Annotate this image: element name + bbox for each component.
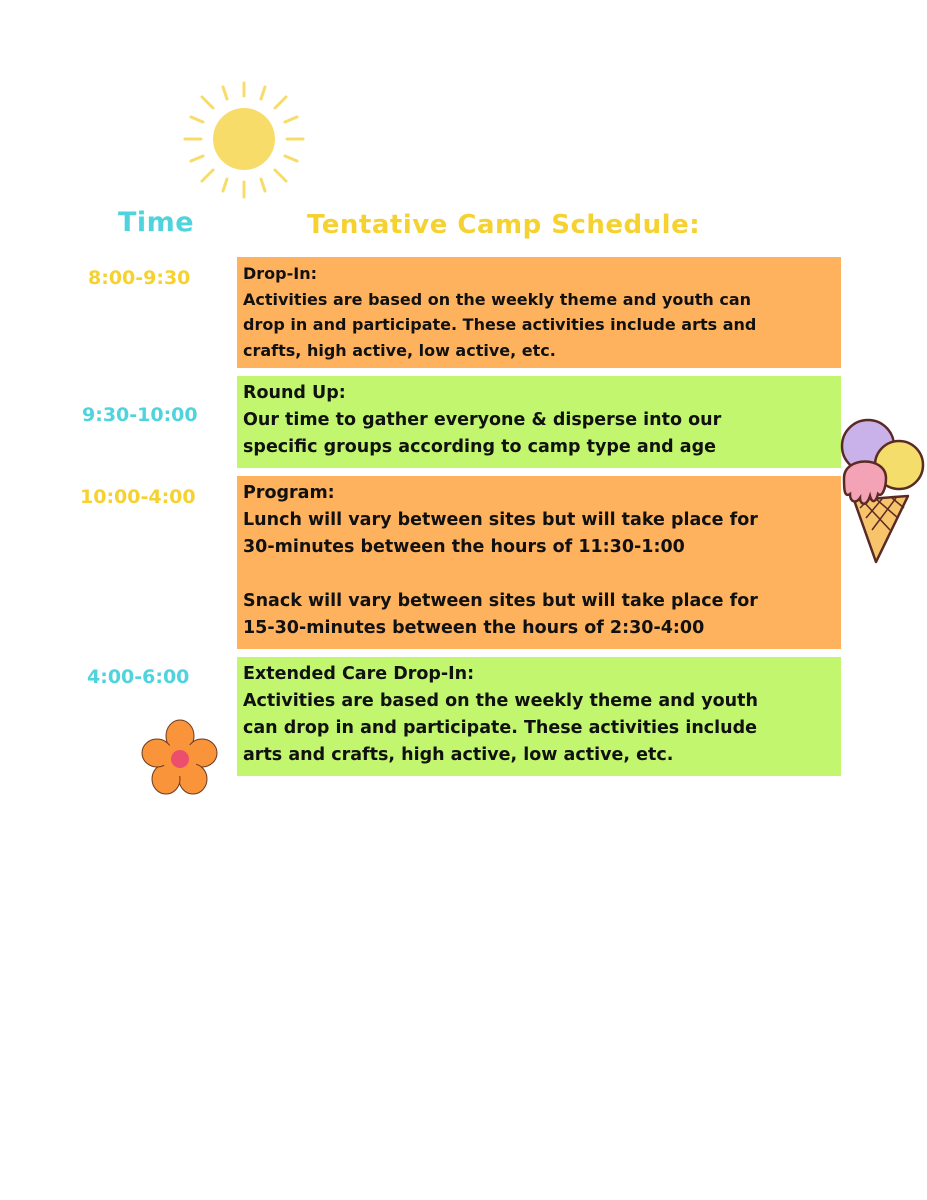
schedule-block-drop-in [237,257,841,368]
time-label-extended-care: 4:00-6:00 [87,666,190,688]
block-title: Drop-In: [243,264,317,283]
block-title: Round Up: [243,383,346,403]
block-description: Activities are based on the weekly theme and youth can drop in and participate. These activities include arts and crafts, high active, low active, etc. [243,691,758,765]
block-description: Activities are based on the weekly theme and youth can drop in and participate. These activities include arts and crafts, high active, low active, etc. [243,289,757,360]
page-title: Tentative Camp Schedule: [307,210,701,240]
time-column-heading: Time [118,207,195,238]
block-title: Program: [243,483,335,503]
ice-cream-icon [838,418,926,566]
block-title: Extended Care Drop-In: [243,664,475,684]
time-label-program: 10:00-4:00 [80,486,196,508]
schedule-block-extended-care [237,657,841,776]
flower-icon [141,719,219,797]
time-label-round-up: 9:30-10:00 [82,404,198,426]
sun-icon [183,81,305,203]
schedule-block-round-up [237,376,841,468]
block-description: Lunch will vary between sites but will take place for 30-minutes between the hours of 11:30-1:00 Snack will vary between sites but will take place for 15-30-minutes between the hours of 2:30-4:00 [243,510,758,638]
time-label-drop-in: 8:00-9:30 [88,267,191,289]
block-description: Our time to gather everyone & disperse into our specific groups according to camp type and age [243,410,722,457]
schedule-block-program [237,476,841,649]
